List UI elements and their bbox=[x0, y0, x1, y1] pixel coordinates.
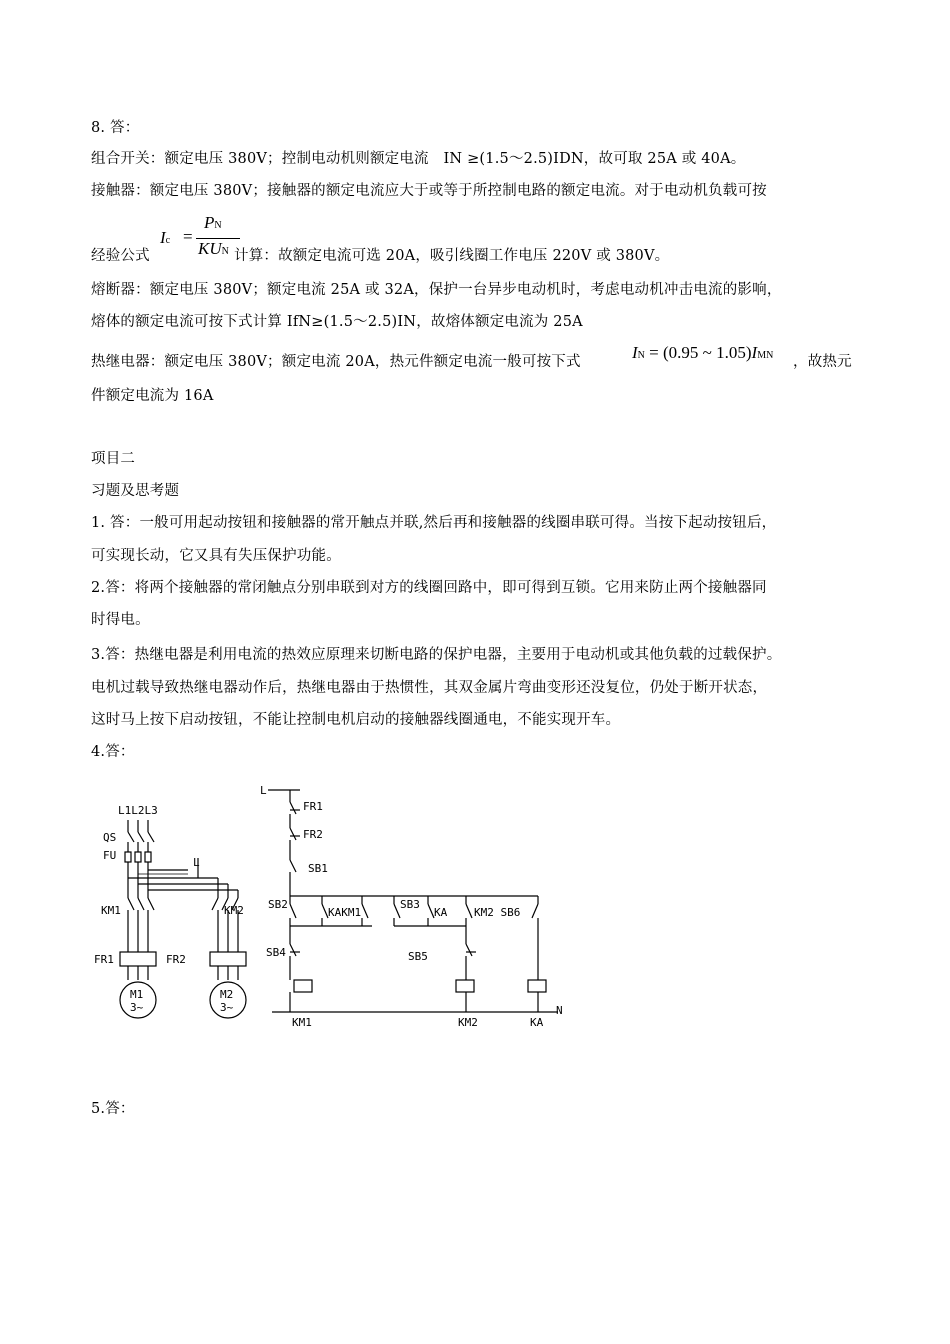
relay-paragraph-suffix: ，故热元 bbox=[793, 354, 852, 370]
label-fu: FU bbox=[103, 849, 117, 862]
contactor-formula-suffix: 计算：故额定电流可选 20A，吸引线圈工作电压 220V 或 380V。 bbox=[234, 248, 670, 264]
answer4-label: 4.答： bbox=[91, 744, 135, 760]
label-m1: M1 bbox=[130, 988, 144, 1001]
label-l1l2l3: L1L2L3 bbox=[118, 804, 158, 817]
formula-contactor-current: Ic = PN KUN bbox=[160, 214, 240, 264]
label-sb4: SB4 bbox=[266, 946, 286, 959]
label-km2-sb6: KM2 SB6 bbox=[474, 906, 521, 919]
fuse-paragraph-line2: 熔体的额定电流可按下式计算 IfN≥(1.5～2.5)IN，故熔体额定电流为 25A bbox=[91, 314, 583, 330]
label-coil-km2: KM2 bbox=[458, 1016, 478, 1029]
label-fr2-main: FR2 bbox=[166, 953, 186, 966]
label-coil-km1: KM1 bbox=[292, 1016, 312, 1029]
label-sb1: SB1 bbox=[308, 862, 328, 875]
answer5-label: 5.答： bbox=[91, 1101, 135, 1117]
coil-km1-icon bbox=[294, 980, 312, 992]
label-sb3: SB3 bbox=[400, 898, 420, 911]
label-l-main: L bbox=[193, 856, 200, 869]
control-circuit bbox=[260, 784, 563, 1029]
circuit-diagram bbox=[90, 780, 590, 1040]
label-fr1-control: FR1 bbox=[303, 800, 323, 813]
label-fr1-main: FR1 bbox=[94, 953, 114, 966]
contactor-paragraph-line1: 接触器：额定电压 380V；接触器的额定电流应大于或等于所控制电路的额定电流。对于电动机负载可按 bbox=[91, 183, 767, 199]
exercises-heading: 习题及思考题 bbox=[91, 483, 180, 499]
fuse-paragraph-line1: 熔断器：额定电压 380V；额定电流 25A 或 32A，保护一台异步电动机时，考虑电动机冲击电流的影响， bbox=[91, 282, 782, 298]
answer2-line2: 时得电。 bbox=[91, 612, 150, 628]
label-m2: M2 bbox=[220, 988, 234, 1001]
label-ka-km1: KAKM1 bbox=[328, 906, 362, 919]
contactor-formula-prefix: 经验公式 bbox=[91, 248, 150, 264]
project-heading: 项目二 bbox=[91, 451, 136, 467]
label-n: N bbox=[556, 1004, 563, 1017]
answer2-line1: 2.答：将两个接触器的常闭触点分别串联到对方的线圈回路中，即可得到互锁。它用来防止两个接触器同 bbox=[91, 580, 767, 596]
answer3-line3: 这时马上按下启动按钮，不能让控制电机启动的接触器线圈通电，不能实现开车。 bbox=[91, 712, 621, 728]
coil-ka-icon bbox=[528, 980, 546, 992]
label-m2-type: 3~ bbox=[220, 1001, 234, 1014]
switch-paragraph: 组合开关：额定电压 380V；控制电动机则额定电流 IN ≥(1.5～2.5)IDN，故可取 25A 或 40A。 bbox=[91, 151, 746, 167]
label-sb5: SB5 bbox=[408, 950, 428, 963]
label-coil-ka: KA bbox=[530, 1016, 544, 1029]
q8-title: 8. 答： bbox=[91, 120, 140, 136]
label-km1-main: KM1 bbox=[101, 904, 121, 917]
relay-paragraph-line2: 件额定电流为 16A bbox=[91, 388, 214, 404]
formula-relay-current: IN = (0.95 ~ 1.05)IMN bbox=[632, 343, 774, 362]
label-sb2: SB2 bbox=[268, 898, 288, 911]
answer1-line2: 可实现长动，它又具有失压保护功能。 bbox=[91, 548, 341, 564]
label-qs: QS bbox=[103, 831, 117, 844]
answer1-line1: 1. 答：一般可用起动按钮和接触器的常开触点并联,然后再和接触器的线圈串联可得。当按下起动按钮后， bbox=[91, 515, 777, 531]
answer3-line1: 3.答：热继电器是利用电流的热效应原理来切断电路的保护电器，主要用于电动机或其他负载的过载保护。 bbox=[91, 647, 782, 663]
coil-km2-icon bbox=[456, 980, 474, 992]
main-circuit bbox=[94, 804, 246, 1018]
answer3-line2: 电机过载导致热继电器动作后，热继电器由于热惯性，其双金属片弯曲变形还没复位，仍处于断开状态， bbox=[91, 680, 768, 696]
relay-paragraph-prefix: 热继电器：额定电压 380V；额定电流 20A，热元件额定电流一般可按下式 bbox=[91, 354, 581, 370]
label-ka-control: KA bbox=[434, 906, 448, 919]
label-fr2-control: FR2 bbox=[303, 828, 323, 841]
label-l-control: L bbox=[260, 784, 267, 797]
label-km2-main: KM2 bbox=[224, 904, 244, 917]
label-m1-type: 3~ bbox=[130, 1001, 144, 1014]
